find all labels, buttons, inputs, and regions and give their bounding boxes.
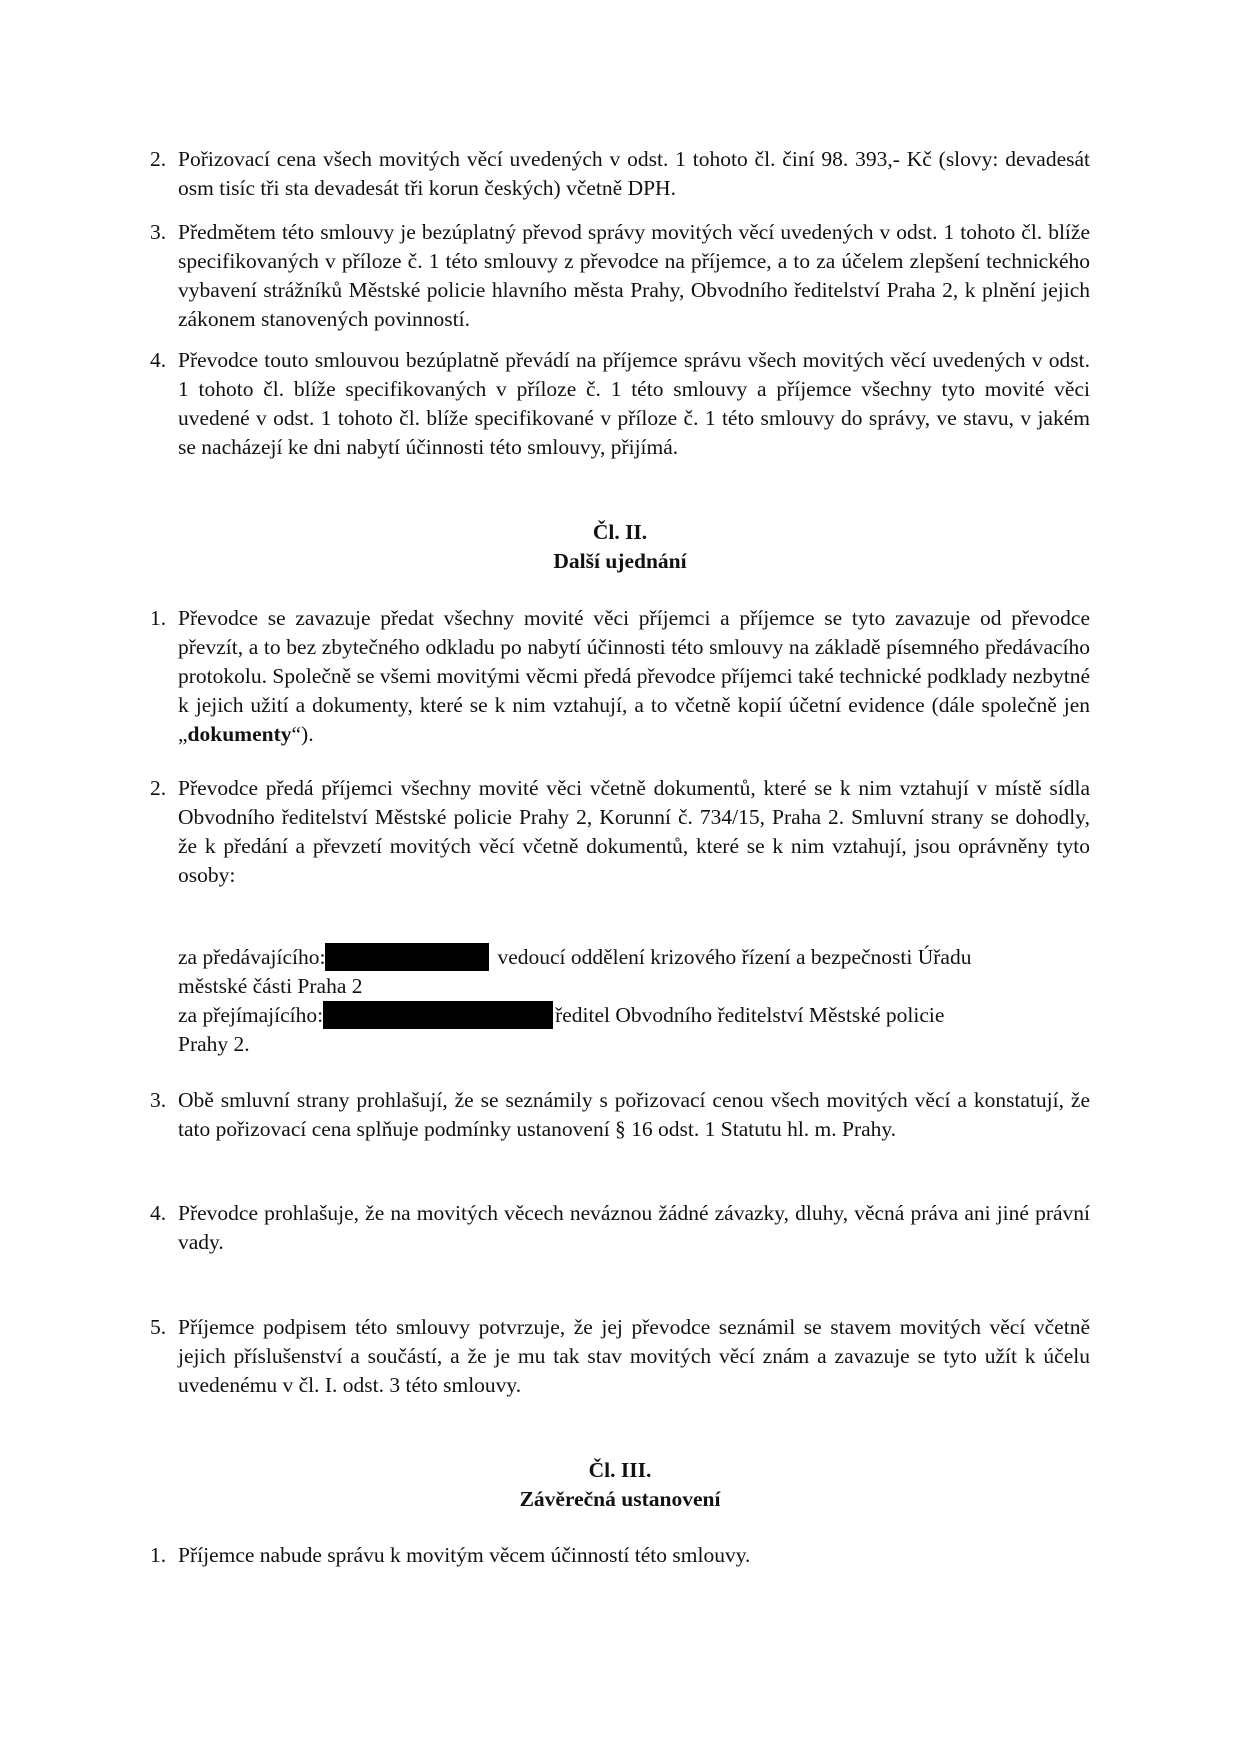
paragraph-text-lead: Převodce se zavazuje předat všechny movité věci příjemci a příjemce se tyto zavazuje od převodce převzít, a to bez zbytečného odkladu po nabytí účinnosti této smlouvy na základě písemného předávacího protokolu. Společně se všemi movitými věcmi předá převodce příjemci také technické podklady nezbytné k jejich užití a dokumenty, které se k nim vztahují, a to včetně kopií účetní evidence (dále společně jen „	[178, 606, 1090, 746]
paragraph-number: 2.	[150, 776, 167, 800]
paragraph-text: Pořizovací cena všech movitých věcí uvedených v odst. 1 tohoto čl. činí 98. 393,- Kč (slovy: devadesát osm tisíc tři sta devadesát tři korun českých) včetně DPH.	[178, 147, 1090, 200]
defined-term: dokumenty	[187, 722, 292, 746]
paragraph-number: 1.	[150, 606, 167, 630]
takeover-party-label: za přejímajícího:	[178, 1003, 324, 1027]
article-1-paragraph-3	[150, 218, 1090, 334]
takeover-party-line	[178, 1001, 944, 1030]
paragraph-text: Obě smluvní strany prohlašují, že se seznámily s pořizovací cenou všech movitých věcí a konstatují, že tato pořizovací cena splňuje podmínky ustanovení § 16 odst. 1 Statutu hl. m. Prahy.	[178, 1088, 1090, 1141]
takeover-party-role: ředitel Obvodního ředitelství Městské policie	[555, 1003, 945, 1027]
takeover-party-role-continued: Prahy 2.	[178, 1032, 250, 1056]
paragraph-number: 3.	[150, 1088, 167, 1112]
paragraph-text: Příjemce nabude správu k movitým věcem účinností této smlouvy.	[178, 1543, 751, 1567]
paragraph-text: Předmětem této smlouvy je bezúplatný převod správy movitých věcí uvedených v odst. 1 tohoto čl. blíže specifikovaných v příloze č. 1 této smlouvy z převodce na příjemce, a to za účelem zlepšení technického vybavení strážníků Městské policie hlavního města Prahy, Obvodního ředitelství Praha 2, k plnění jejich zákonem stanovených povinností.	[178, 220, 1090, 331]
paragraph-text: Převodce předá příjemci všechny movité věci včetně dokumentů, které se k nim vztahují v místě sídla Obvodního ředitelství Městské policie Prahy 2, Korunní č. 734/15, Praha 2. Smluvní strany se dohodly, že k předání a převzetí movitých věcí včetně dokumentů, které se k nim vztahují, jsou oprávněny tyto osoby:	[178, 776, 1090, 887]
article-2-title: Další ujednání	[553, 549, 687, 573]
article-3-paragraph-1	[150, 1541, 1090, 1570]
paragraph-text: Převodce touto smlouvou bezúplatně převádí na příjemce správu všech movitých věcí uvedených v odst. 1 tohoto čl. blíže specifikovaných v příloze č. 1 této smlouvy a příjemce všechny tyto movité věci uvedené v odst. 1 tohoto čl. blíže specifikované v příloze č. 1 této smlouvy do správy, ve stavu, v jakém se nacházejí ke dni nabytí účinnosti této smlouvy, přijímá.	[178, 348, 1090, 459]
article-2-paragraph-5	[150, 1313, 1090, 1400]
redacted-name-block	[323, 1001, 553, 1029]
article-1-paragraph-2	[150, 145, 1090, 203]
paragraph-number: 4.	[150, 348, 167, 372]
paragraph-text	[178, 604, 1090, 749]
handover-party-role: vedoucí oddělení krizového řízení a bezpečnosti Úřadu	[497, 945, 972, 969]
paragraph-number: 2.	[150, 147, 167, 171]
article-2-paragraph-1	[150, 604, 1090, 749]
article-2-paragraph-2	[150, 774, 1090, 890]
article-3-number: Čl. III.	[588, 1458, 652, 1482]
article-2-paragraph-3	[150, 1086, 1090, 1144]
paragraph-number: 5.	[150, 1315, 167, 1339]
handover-party-label: za předávajícího:	[178, 945, 326, 969]
paragraph-number: 4.	[150, 1201, 167, 1225]
paragraph-number: 1.	[150, 1543, 167, 1567]
article-3-title: Závěrečná ustanovení	[519, 1487, 721, 1511]
redacted-name-block	[325, 943, 489, 971]
paragraph-text-tail: “).	[291, 722, 314, 746]
handover-party-role-continued: městské části Praha 2	[178, 974, 363, 998]
article-2-paragraph-4	[150, 1199, 1090, 1257]
article-1-paragraph-4	[150, 346, 1090, 462]
article-2-number: Čl. II.	[592, 520, 648, 544]
paragraph-text: Převodce prohlašuje, že na movitých věcech neváznou žádné závazky, dluhy, věcná práva ani jiné právní vady.	[178, 1201, 1090, 1254]
paragraph-number: 3.	[150, 220, 167, 244]
paragraph-text: Příjemce podpisem této smlouvy potvrzuje, že jej převodce seznámil se stavem movitých věcí včetně jejich příslušenství a součástí, a že je mu tak stav movitých věcí znám a zavazuje se tyto užít k účelu uvedenému v čl. I. odst. 3 této smlouvy.	[178, 1315, 1090, 1397]
handover-party-line	[178, 943, 971, 972]
